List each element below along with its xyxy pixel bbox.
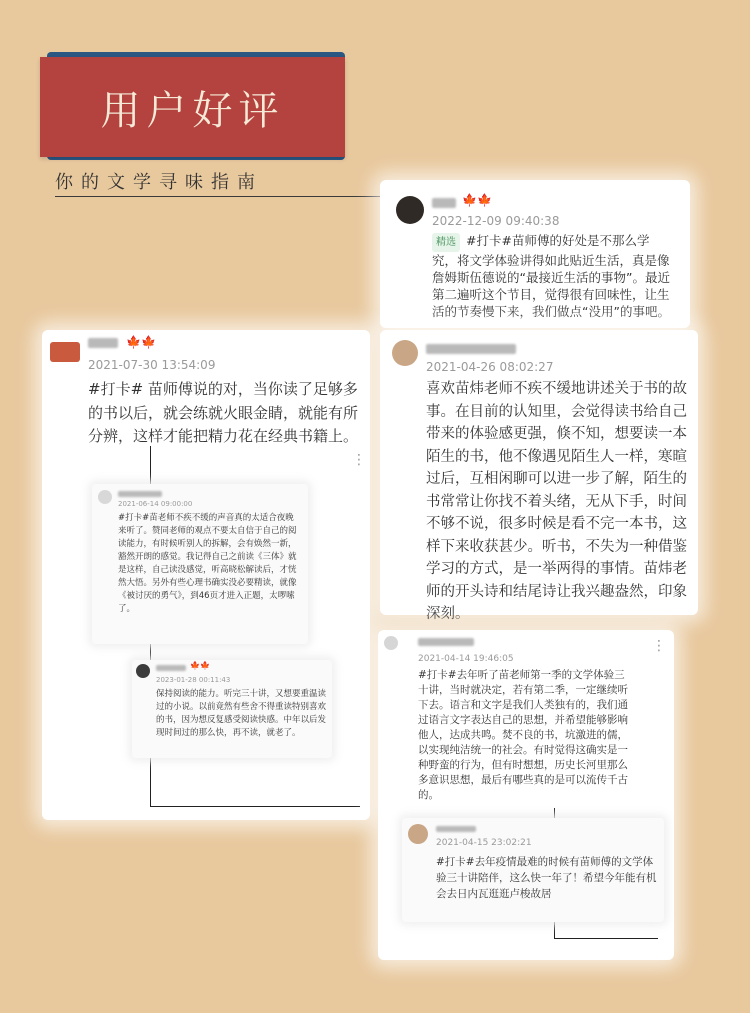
reply-date: 2023-01-28 00:11:43	[156, 676, 231, 684]
more-icon[interactable]: ⋮	[652, 638, 667, 654]
avatar	[408, 824, 428, 844]
review-date: 2021-07-30 13:54:09	[88, 358, 216, 372]
reply-text: #打卡#苗老师不疾不缓的声音真的太适合夜晚来听了。赞同老师的观点不要太自信于自己的阅读能力，有时候听别人的拆解，会有焕然一新，豁然开朗的感觉。我记得自己之前读《三体》就是这样，自己读没感觉，听高晓松解读后，才恍然大悟。另外有些心理书确实没必要精读，就像《被讨厌的勇气》，到46页才进入正题，太啰嗦了。	[118, 513, 297, 614]
blurred-username	[156, 665, 186, 671]
blurred-username	[118, 491, 162, 497]
review-card-2	[380, 330, 698, 622]
blurred-username	[436, 826, 476, 832]
review-text: 喜欢苗炜老师不疾不缓地讲述关于书的故事。在目前的认知里，会觉得读书给自己带来的体验感更强，倏不知，想要读一本陌生的书，他不像遇见陌生人一样，寒暄过后，互相闲聊可以进一步了解，陌生的书常常让你找不着头绪，无从下手，时间不够不说，很多时候是看不完一本书，这样下来收获甚少。听书，不失为一种借鉴学习的方式，是一举两得的事情。苗炜老师的开头诗和结尾诗让我兴趣盎然，印象深刻。	[426, 381, 687, 622]
thread-line-bottom	[554, 938, 658, 939]
reply-card-1	[92, 484, 308, 644]
reply-date: 2021-04-15 23:02:21	[436, 838, 532, 848]
review-card-4	[378, 630, 674, 960]
avatar	[98, 490, 112, 504]
review-date: 2021-04-14 19:46:05	[418, 654, 514, 664]
page-subtitle: 你的文学寻味指南	[55, 172, 263, 193]
reply-card	[402, 818, 664, 922]
avatar	[384, 636, 398, 650]
review-date: 2021-04-26 08:02:27	[426, 360, 554, 374]
badge-icons: 🍁🍁	[190, 661, 210, 670]
badge-icons: 🍁🍁	[462, 193, 492, 207]
review-card-1	[380, 180, 690, 328]
review-text	[432, 232, 672, 320]
avatar	[392, 340, 418, 366]
reply-text: #打卡#去年疫情最难的时候有苗师傅的文学体验三十讲陪伴，这么快一年了！希望今年能有机会去日内瓦逛逛卢梭故居	[436, 856, 657, 900]
blurred-username	[432, 198, 456, 208]
subtitle-underline	[55, 196, 385, 197]
review-body: #打卡#苗师傅的好处是不那么学究，将文学体验讲得如此贴近生活，真是像詹姆斯伍德说的“最接近生活的事物”。最近第二遍听这个节目，觉得很有回味性，让生活的节奏慢下来，我们做点“没用”的事吧。	[432, 233, 670, 319]
review-text: #打卡# 苗师傅说的对，当你读了足够多的书以后，就会练就火眼金睛，就能有所分辨，这样才能把精力花在经典书籍上。	[88, 380, 359, 445]
review-card-3	[42, 330, 370, 820]
reply-card-2	[132, 660, 332, 758]
review-text: #打卡#去年听了苗老师第一季的文学体验三十讲，当时就决定，若有第二季，一定继续听下去。语言和文字是我们人类独有的，我们通过语言文字表达自己的思想，并希望能够影响他人，达成共鸣。焚不良的书，坑激进的儒，以实现纯洁统一的社会。有时觉得这确实是一种野蛮的行为，但有时想想，历史长河里那么多意识思想，最后有哪些真的是可以流传千古的。	[418, 669, 628, 801]
blurred-username	[426, 344, 516, 354]
badge-icons: 🍁🍁	[126, 335, 156, 349]
page-title: 用户好评	[40, 57, 345, 157]
featured-tag: 精选	[432, 233, 460, 252]
reply-text: 保持阅读的能力。听完三十讲，又想要重温读过的小说。以前竟然有些舍不得重读特别喜欢的书，因为想反复感受阅读快感。中年以后发现时间过的那么快，再不读，就老了。	[156, 689, 327, 738]
reply-date: 2021-06-14 09:00:00	[118, 500, 193, 508]
thread-line-bottom	[150, 806, 360, 807]
blurred-username	[88, 338, 118, 348]
avatar	[396, 196, 424, 224]
avatar	[136, 664, 150, 678]
avatar	[50, 342, 80, 362]
more-icon[interactable]: ⋮	[352, 452, 367, 468]
blurred-username	[418, 638, 474, 646]
review-date: 2022-12-09 09:40:38	[432, 214, 560, 228]
